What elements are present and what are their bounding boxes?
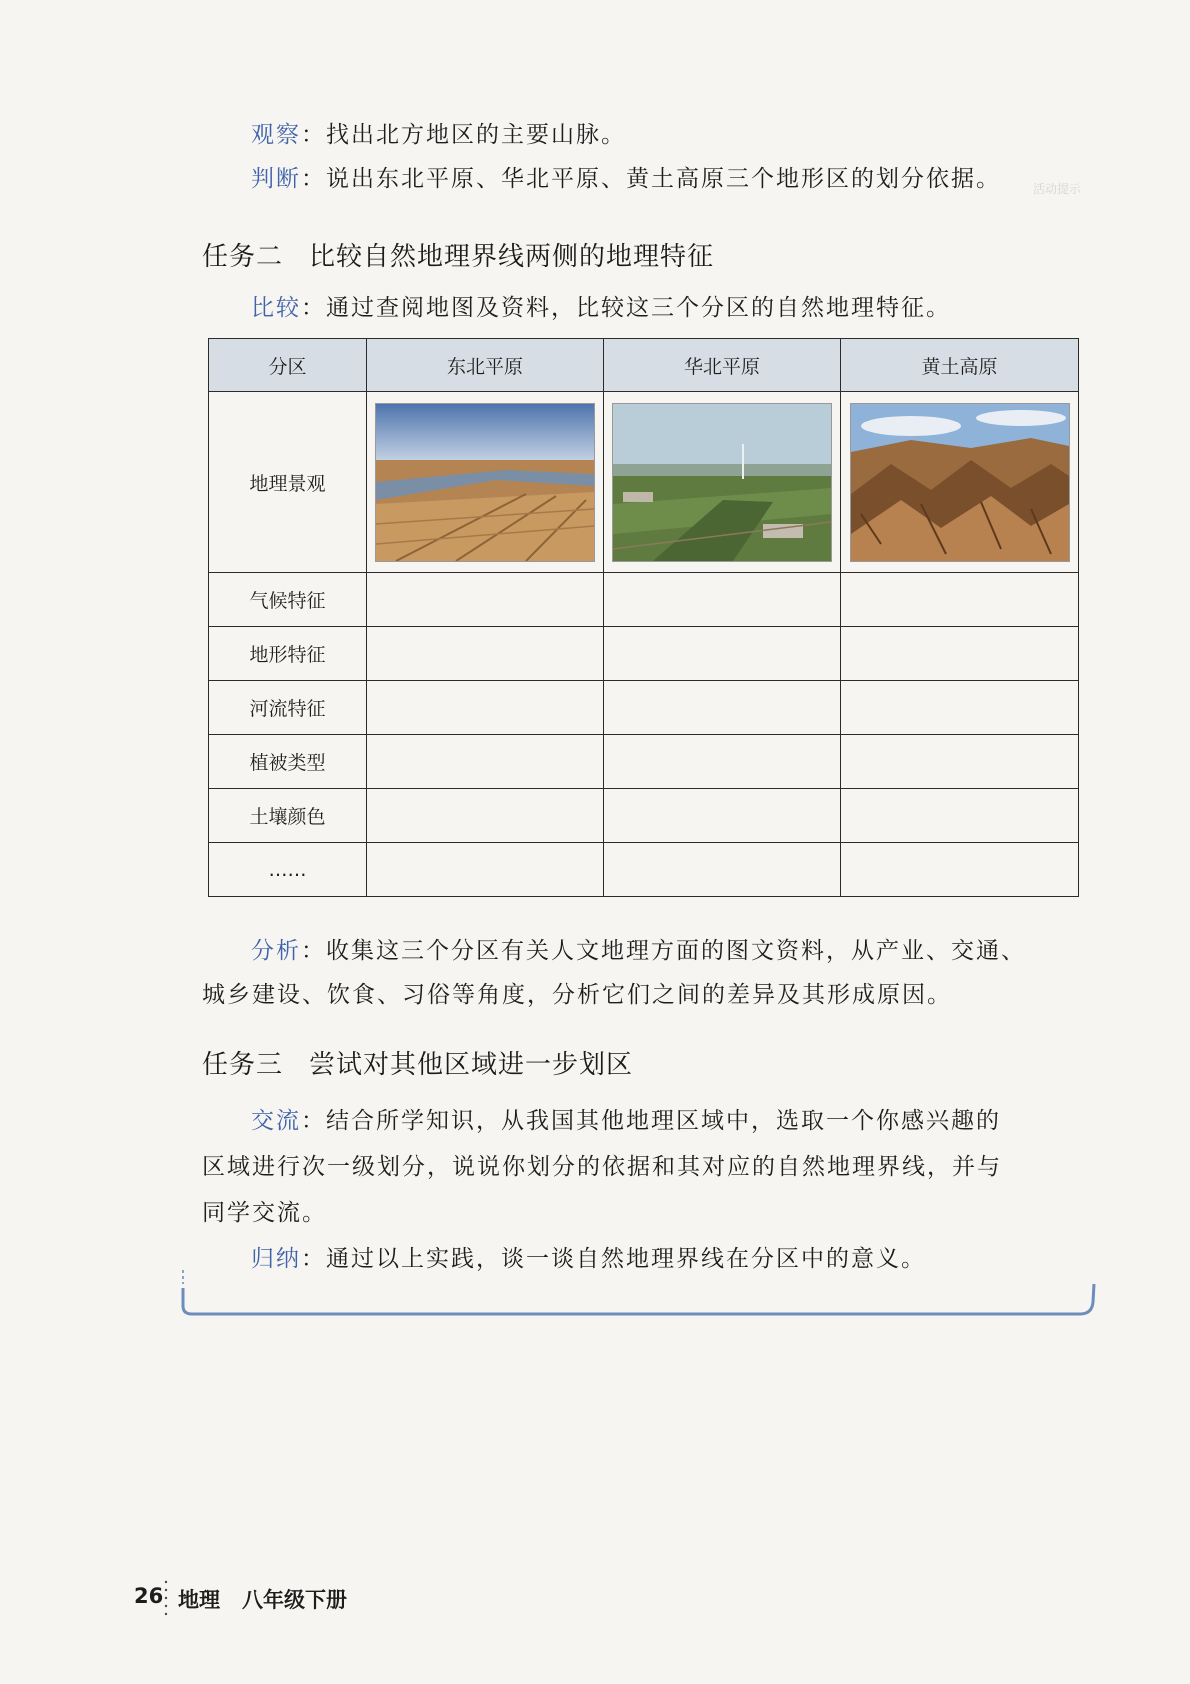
row-label-soil: 土壤颜色 bbox=[209, 789, 367, 843]
table-cell[interactable] bbox=[367, 627, 604, 681]
row-label-rivers: 河流特征 bbox=[209, 681, 367, 735]
landscape-cell bbox=[367, 392, 604, 573]
exchange-line3: 同学交流。 bbox=[202, 1200, 327, 1226]
compare-text: ：通过查阅地图及资料，比较这三个分区的自然地理特征。 bbox=[301, 295, 951, 321]
margin-note: 活动提示 bbox=[1033, 182, 1082, 196]
book-title bbox=[178, 1584, 347, 1614]
table-cell[interactable] bbox=[604, 735, 841, 789]
table-cell[interactable] bbox=[841, 843, 1079, 897]
table-cell[interactable] bbox=[841, 735, 1079, 789]
summarize-keyword: 归纳 bbox=[251, 1246, 301, 1272]
comparison-table bbox=[208, 338, 1079, 897]
table-cell[interactable] bbox=[367, 573, 604, 627]
loess-plateau-photo bbox=[850, 403, 1070, 562]
book-subject: 地理 bbox=[178, 1588, 220, 1612]
judge-keyword: 判断 bbox=[251, 166, 301, 192]
table-cell[interactable] bbox=[604, 789, 841, 843]
table-cell[interactable] bbox=[604, 573, 841, 627]
row-label-more: …… bbox=[209, 843, 367, 897]
observe-paragraph bbox=[251, 112, 626, 158]
table-cell[interactable] bbox=[841, 681, 1079, 735]
exchange-line1 bbox=[251, 1098, 1001, 1144]
table-row bbox=[209, 735, 1079, 789]
row-label-climate: 气候特征 bbox=[209, 573, 367, 627]
task2-label: 任务二 bbox=[202, 242, 284, 272]
table-cell[interactable] bbox=[604, 627, 841, 681]
page-number-dots bbox=[162, 1578, 170, 1618]
task2-title: 比较自然地理界线两侧的地理特征 bbox=[309, 242, 715, 272]
north-china-plain-photo bbox=[612, 403, 832, 562]
compare-keyword: 比较 bbox=[251, 295, 301, 321]
table-row bbox=[209, 627, 1079, 681]
book-grade: 八年级下册 bbox=[242, 1588, 347, 1612]
judge-text: ：说出东北平原、华北平原、黄土高原三个地形区的划分依据。 bbox=[301, 166, 1001, 192]
table-row bbox=[209, 681, 1079, 735]
table-cell[interactable] bbox=[841, 573, 1079, 627]
activity-bracket bbox=[180, 1270, 1100, 1330]
observe-keyword: 观察 bbox=[251, 122, 301, 148]
northeast-plain-photo bbox=[375, 403, 595, 562]
exchange-keyword: 交流 bbox=[251, 1108, 301, 1134]
table-row bbox=[209, 789, 1079, 843]
table-row bbox=[209, 843, 1079, 897]
table-cell[interactable] bbox=[367, 789, 604, 843]
table-cell[interactable] bbox=[841, 627, 1079, 681]
observe-text: ：找出北方地区的主要山脉。 bbox=[301, 122, 626, 148]
task3-label: 任务三 bbox=[202, 1050, 284, 1080]
landscape-cell bbox=[604, 392, 841, 573]
analyze-text-1: ：收集这三个分区有关人文地理方面的图文资料，从产业、交通、 bbox=[301, 938, 1026, 964]
compare-paragraph bbox=[251, 285, 951, 331]
table-cell[interactable] bbox=[367, 681, 604, 735]
task3-title: 尝试对其他区域进一步划区 bbox=[309, 1050, 634, 1080]
exchange-text-1: ：结合所学知识，从我国其他地理区域中，选取一个你感兴趣的 bbox=[301, 1108, 1001, 1134]
header-region: 分区 bbox=[209, 339, 367, 392]
table-cell[interactable] bbox=[604, 681, 841, 735]
analyze-line1 bbox=[251, 928, 1026, 974]
analyze-line2: 城乡建设、饮食、习俗等角度，分析它们之间的差异及其形成原因。 bbox=[202, 982, 952, 1008]
summarize-text: ：通过以上实践，谈一谈自然地理界线在分区中的意义。 bbox=[301, 1246, 926, 1272]
row-label-vegetation: 植被类型 bbox=[209, 735, 367, 789]
exchange-line2: 区域进行次一级划分，说说你划分的依据和其对应的自然地理界线，并与 bbox=[202, 1154, 1002, 1180]
table-cell[interactable] bbox=[367, 735, 604, 789]
landscape-row bbox=[209, 392, 1079, 573]
task3-heading bbox=[202, 1044, 633, 1081]
table-cell[interactable] bbox=[841, 789, 1079, 843]
header-northeast-plain: 东北平原 bbox=[367, 339, 604, 392]
header-north-china-plain: 华北平原 bbox=[604, 339, 841, 392]
header-loess-plateau: 黄土高原 bbox=[841, 339, 1079, 392]
table-cell[interactable] bbox=[604, 843, 841, 897]
table-row bbox=[209, 573, 1079, 627]
landscape-label: 地理景观 bbox=[209, 392, 367, 573]
task2-heading bbox=[202, 236, 714, 273]
judge-paragraph bbox=[251, 156, 1001, 202]
analyze-keyword: 分析 bbox=[251, 938, 301, 964]
page-number: 26 bbox=[134, 1584, 164, 1608]
row-label-terrain: 地形特征 bbox=[209, 627, 367, 681]
table-cell[interactable] bbox=[367, 843, 604, 897]
table-header-row bbox=[209, 339, 1079, 392]
landscape-cell bbox=[841, 392, 1079, 573]
